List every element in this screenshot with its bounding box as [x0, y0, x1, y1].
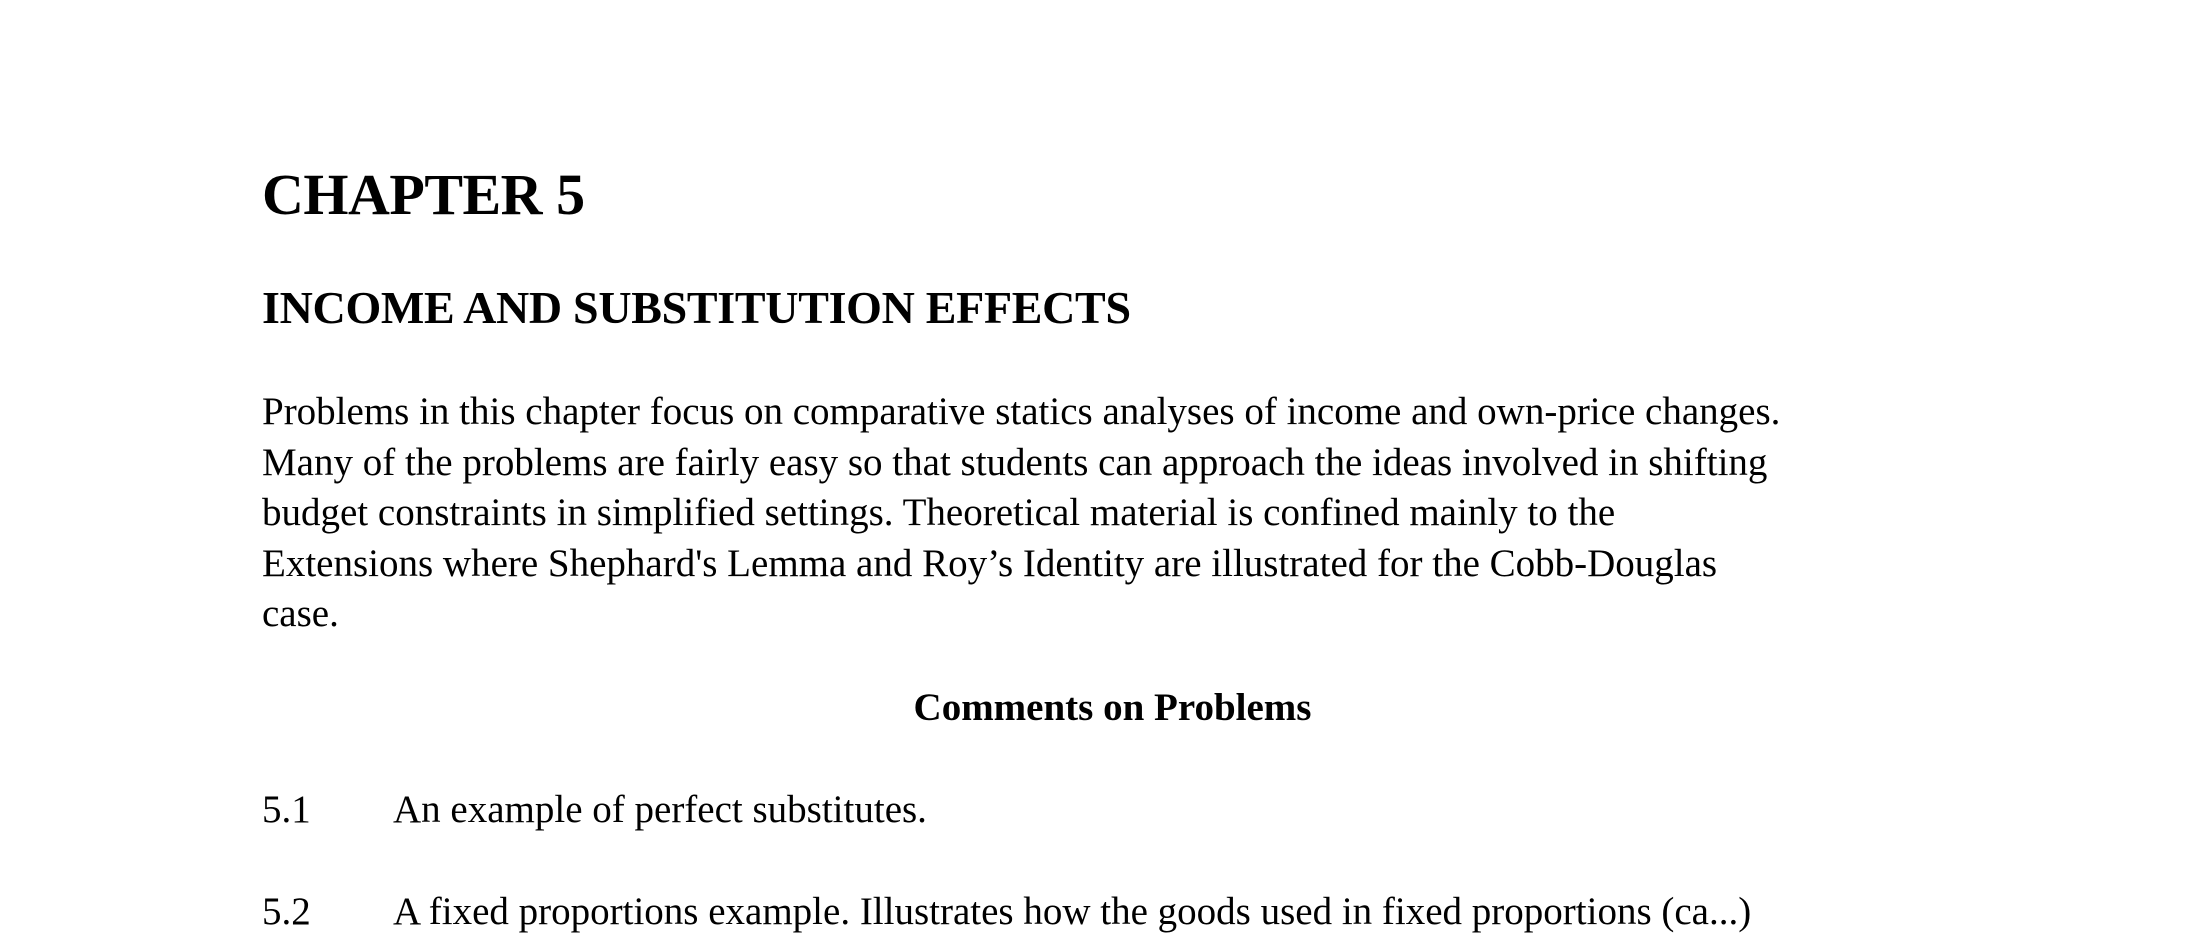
- intro-line: case.: [262, 592, 339, 635]
- intro-line: Extensions where Shephard's Lemma and Roy’s Identity are illustrated for the Cobb-Douglas: [262, 541, 1718, 585]
- problem-number: 5.1: [262, 788, 311, 831]
- section-heading: Comments on Problems: [913, 686, 1312, 729]
- intro-line: budget constraints in simplified settings. Theoretical material is confined mainly to the: [262, 491, 1616, 534]
- chapter-title: INCOME AND SUBSTITUTION EFFECTS: [262, 282, 1131, 333]
- problem-number: 5.2: [262, 890, 311, 933]
- intro-paragraph: [262, 387, 1982, 640]
- problem-item: [262, 887, 2162, 937]
- problem-text: An example of perfect substitutes.: [393, 788, 927, 831]
- intro-line: Problems in this chapter focus on comparative statics analyses of income and own-price changes.: [262, 390, 1781, 433]
- chapter-number: CHAPTER 5: [262, 162, 585, 227]
- intro-line: Many of the problems are fairly easy so that students can approach the ideas involved in shifting: [262, 440, 1768, 484]
- problem-text: A fixed proportions example. Illustrates how the goods used in fixed proportions (ca...): [393, 890, 1752, 933]
- problem-item: [262, 785, 2162, 835]
